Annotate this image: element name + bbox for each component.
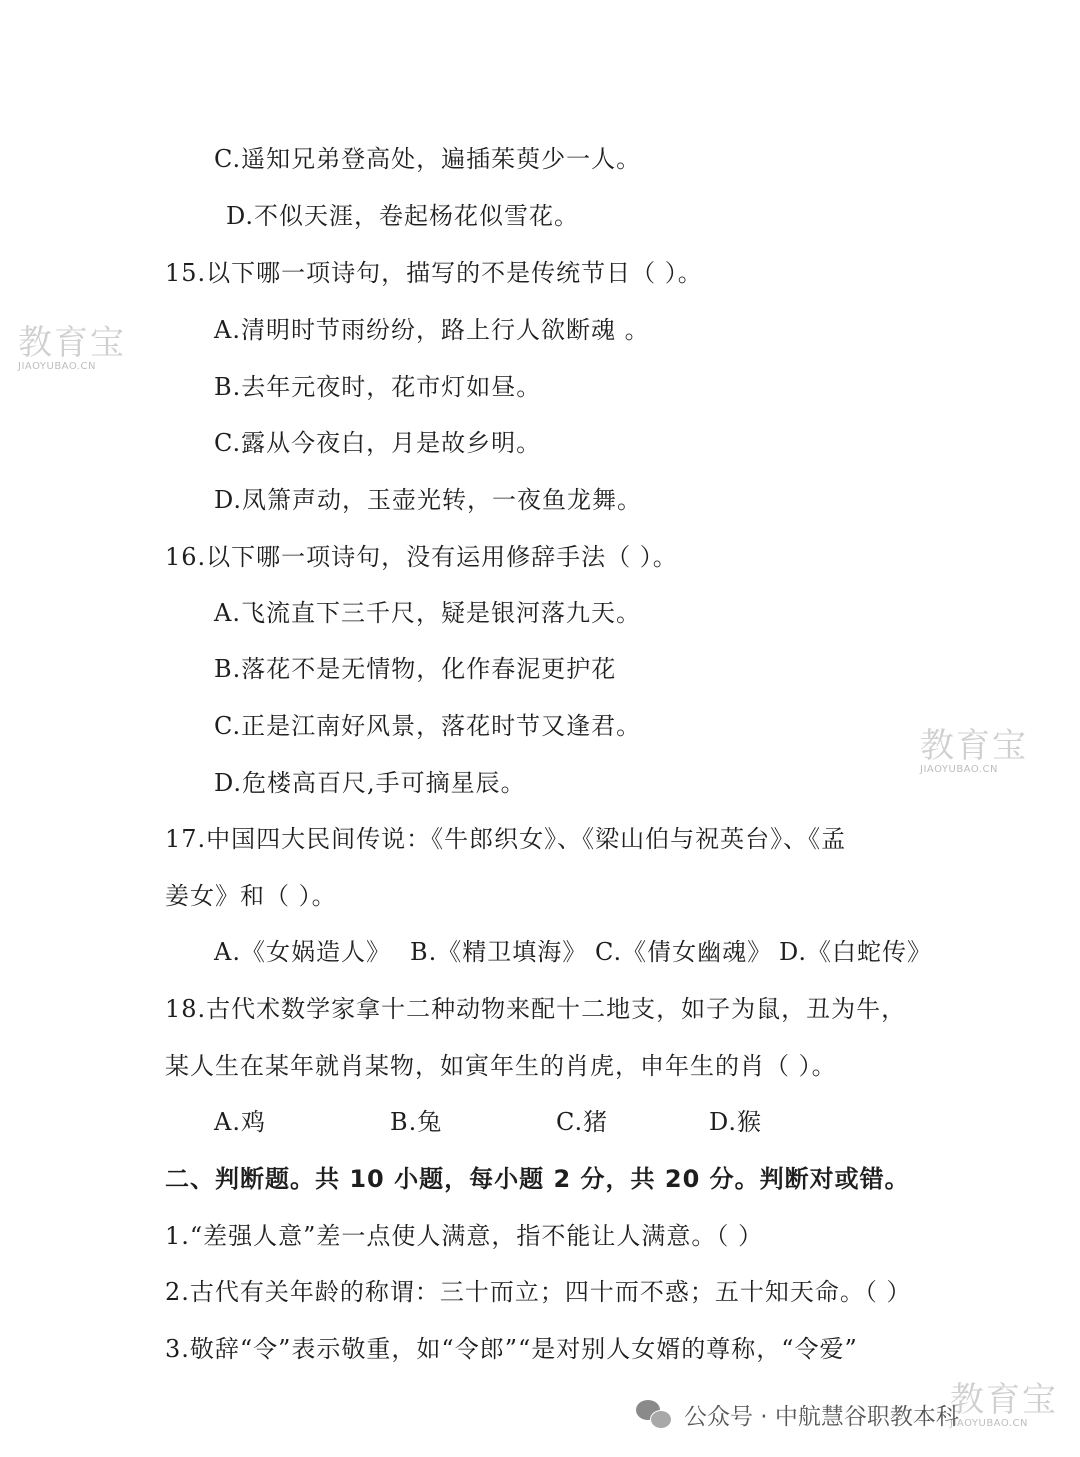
question-18-line-2: 某人生在某年就肖某物，如寅年生的肖虎，申年生的肖（ ）。: [165, 1052, 837, 1080]
q15-option-b: B.去年元夜时，花市灯如昼。: [214, 373, 542, 401]
wechat-account-text: 公众号 · 中航慧谷职教本科: [684, 1403, 959, 1430]
question-17-line-1: 17.中国四大民间传说：《牛郎织女》、《梁山伯与祝英台》、《孟: [165, 825, 847, 853]
q18-option-d: D.猴: [709, 1108, 763, 1136]
judgement-1: 1.“差强人意”差一点使人满意，指不能让人满意。（ ）: [165, 1222, 764, 1250]
watermark-url-text: JIAOYUBAO.CN: [950, 1418, 1028, 1429]
watermark-logo-text: 教育宝: [920, 726, 1028, 766]
judgement-3: 3.敬辞“令”表示敬重，如“令郎”“是对别人女婿的尊称，“令爱”: [165, 1335, 858, 1363]
q17-option-b: B.《精卫填海》: [410, 938, 588, 966]
judgement-2: 2.古代有关年龄的称谓：三十而立；四十而不惑；五十知天命。（ ）: [165, 1278, 912, 1306]
question-16: 16.以下哪一项诗句，没有运用修辞手法（ ）。: [165, 543, 678, 571]
section-2-heading: 二、判断题。共 10 小题，每小题 2 分，共 20 分。判断对或错。: [165, 1165, 910, 1193]
q17-option-d: D.《白蛇传》: [779, 938, 933, 966]
q18-option-b: B.兔: [390, 1108, 443, 1136]
q17-option-a: A.《女娲造人》: [214, 938, 391, 966]
watermark-url-text: JIAOYUBAO.CN: [920, 764, 998, 775]
watermark-left: [18, 325, 126, 373]
q15-option-d: D.凤箫声动，玉壶光转，一夜鱼龙舞。: [214, 486, 643, 514]
watermark-url-text: JIAOYUBAO.CN: [18, 361, 96, 372]
q16-option-c: C.正是江南好风景，落花时节又逢君。: [214, 712, 642, 740]
question-17-line-2: 姜女》和（ ）。: [165, 882, 337, 910]
watermark-logo-text: 教育宝: [950, 1380, 1058, 1420]
wechat-icon: [636, 1400, 672, 1428]
question-15: 15.以下哪一项诗句，描写的不是传统节日（ ）。: [165, 259, 703, 287]
q16-option-d: D.危楼高百尺,手可摘星辰。: [214, 769, 526, 797]
q16-option-b: B.落花不是无情物，化作春泥更护花: [214, 655, 617, 683]
q17-option-c: C.《倩女幽魂》: [595, 938, 773, 966]
question-18-line-1: 18.古代术数学家拿十二种动物来配十二地支，如子为鼠，丑为牛，: [165, 995, 907, 1023]
wechat-attribution: [636, 1394, 959, 1434]
q18-option-a: A.鸡: [214, 1108, 266, 1136]
q15-option-a: A.清明时节雨纷纷，路上行人欲断魂 。: [214, 316, 650, 344]
q15-option-c: C.露从今夜白，月是故乡明。: [214, 429, 542, 457]
q14-option-c: C.遥知兄弟登高处，遍插茱萸少一人。: [214, 145, 642, 173]
q16-option-a: A.飞流直下三千尺，疑是银河落九天。: [214, 599, 641, 627]
watermark-logo-text: 教育宝: [18, 323, 126, 363]
watermark-right: [920, 728, 1028, 776]
watermark-bottom-right: [950, 1382, 1058, 1430]
q18-option-c: C.猪: [556, 1108, 609, 1136]
q14-option-d: D.不似天涯，卷起杨花似雪花。: [226, 202, 580, 230]
